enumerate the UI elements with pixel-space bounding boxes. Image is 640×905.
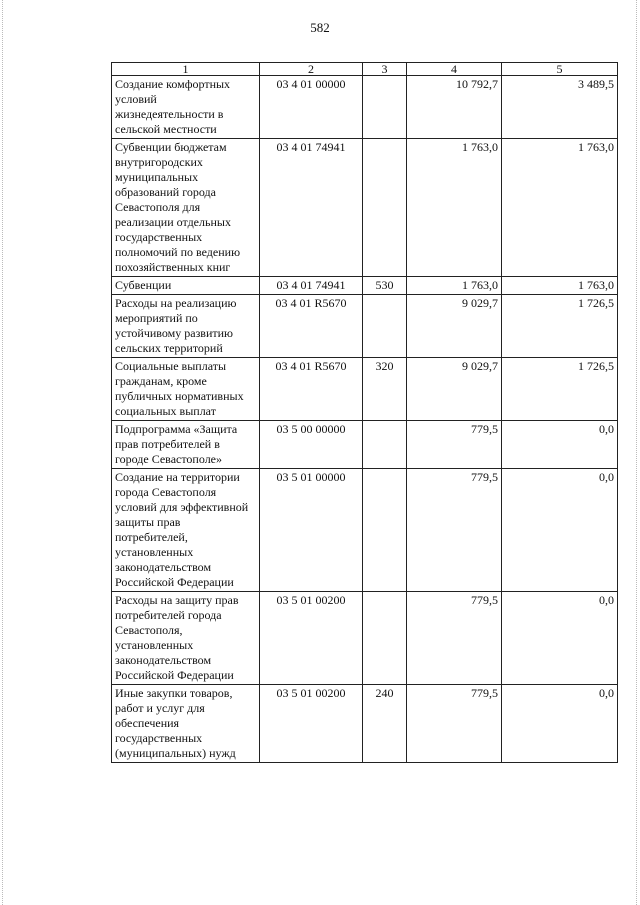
- row-amount-col5: 0,0: [502, 592, 618, 685]
- row-name: Расходы на реализацию мероприятий по устойчивому развитию сельских территорий: [112, 295, 260, 358]
- row-code: 03 4 01 74941: [260, 139, 363, 277]
- row-amount-col5: 1 763,0: [502, 277, 618, 295]
- column-header: 4: [407, 63, 502, 76]
- row-type: 530: [363, 277, 407, 295]
- row-amount-col4: 779,5: [407, 592, 502, 685]
- scan-edge-right: [636, 0, 638, 905]
- row-amount-col5: 1 726,5: [502, 295, 618, 358]
- row-amount-col4: 9 029,7: [407, 295, 502, 358]
- row-name: Иные закупки товаров, работ и услуг для обеспечения государственных (муниципальных) нужд: [112, 685, 260, 763]
- row-type: 240: [363, 685, 407, 763]
- row-type: [363, 469, 407, 592]
- row-code: 03 5 01 00200: [260, 685, 363, 763]
- row-amount-col4: 779,5: [407, 421, 502, 469]
- table-row: [112, 139, 618, 277]
- row-amount-col4: 779,5: [407, 469, 502, 592]
- row-type: [363, 295, 407, 358]
- row-amount-col4: 1 763,0: [407, 139, 502, 277]
- row-name: Социальные выплаты гражданам, кроме публичных нормативных социальных выплат: [112, 358, 260, 421]
- column-header: 1: [112, 63, 260, 76]
- row-name: Создание комфортных условий жизнедеятельности в сельской местности: [112, 76, 260, 139]
- table-row: [112, 295, 618, 358]
- row-amount-col5: 1 726,5: [502, 358, 618, 421]
- row-amount-col4: 1 763,0: [407, 277, 502, 295]
- table-row: [112, 685, 618, 763]
- row-code: 03 5 00 00000: [260, 421, 363, 469]
- row-name: Субвенции: [112, 277, 260, 295]
- row-type: [363, 76, 407, 139]
- table-row: [112, 421, 618, 469]
- table-row: [112, 592, 618, 685]
- row-code: 03 5 01 00200: [260, 592, 363, 685]
- table-row: [112, 76, 618, 139]
- row-type: 320: [363, 358, 407, 421]
- row-type: [363, 421, 407, 469]
- budget-table: [111, 62, 618, 763]
- row-code: 03 5 01 00000: [260, 469, 363, 592]
- row-amount-col5: 0,0: [502, 421, 618, 469]
- row-name: Расходы на защиту прав потребителей города Севастополя, установленных законодательством Российской Федерации: [112, 592, 260, 685]
- table-row: [112, 469, 618, 592]
- row-amount-col5: 0,0: [502, 685, 618, 763]
- row-code: 03 4 01 00000: [260, 76, 363, 139]
- row-code: 03 4 01 74941: [260, 277, 363, 295]
- row-type: [363, 592, 407, 685]
- row-amount-col5: 3 489,5: [502, 76, 618, 139]
- row-code: 03 4 01 R5670: [260, 358, 363, 421]
- row-code: 03 4 01 R5670: [260, 295, 363, 358]
- column-header: 5: [502, 63, 618, 76]
- row-name: Субвенции бюджетам внутригородских муниципальных образований города Севастополя для реализации отдельных государственных полномочий по ведению похозяйственных книг: [112, 139, 260, 277]
- row-amount-col4: 10 792,7: [407, 76, 502, 139]
- table-row: [112, 358, 618, 421]
- row-amount-col4: 779,5: [407, 685, 502, 763]
- row-amount-col5: 1 763,0: [502, 139, 618, 277]
- page-number: 582: [310, 20, 330, 35]
- row-name: Создание на территории города Севастополя условий для эффективной защиты прав потребителей, установленных законодательством Российской Федерации: [112, 469, 260, 592]
- row-amount-col5: 0,0: [502, 469, 618, 592]
- row-type: [363, 139, 407, 277]
- row-amount-col4: 9 029,7: [407, 358, 502, 421]
- table-header-row: [112, 63, 618, 76]
- scan-edge-left: [2, 0, 4, 905]
- table-row: [112, 277, 618, 295]
- column-header: 3: [363, 63, 407, 76]
- row-name: Подпрограмма «Защита прав потребителей в городе Севастополе»: [112, 421, 260, 469]
- column-header: 2: [260, 63, 363, 76]
